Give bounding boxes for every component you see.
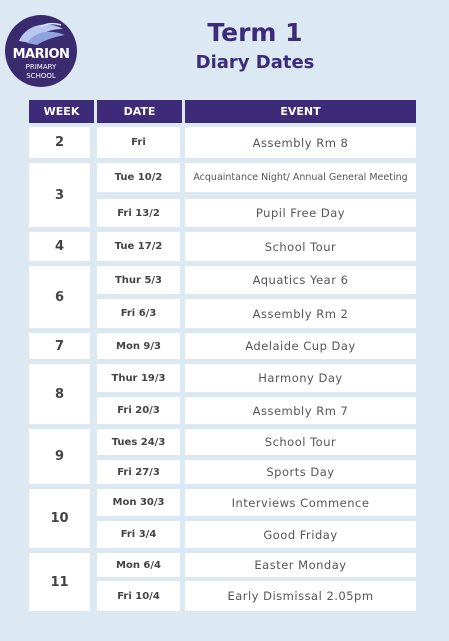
logo-line-1: PRIMARY [25,63,57,71]
week-cell: 6 [29,266,90,328]
week-cell: 2 [29,127,90,158]
event-cell: Harmony Day [185,364,416,392]
date-cell: Mon 6/4 [97,553,180,577]
logo-line-2: SCHOOL [26,72,56,80]
date-cell: Fri 20/3 [97,397,180,424]
date-cell: Fri 3/4 [97,521,180,548]
date-cell: Tue 17/2 [97,232,180,261]
date-cell: Mon 30/3 [97,489,180,516]
date-cell: Fri [97,127,180,158]
date-cell: Thur 5/3 [97,266,180,294]
event-cell: School Tour [185,232,416,261]
column-header-week: WEEK [29,100,94,123]
event-cell: Interviews Commence [185,489,416,516]
date-cell: Mon 9/3 [97,333,180,359]
date-cell: Fri 10/4 [97,581,180,611]
week-cell: 7 [29,333,90,359]
date-cell: Thur 19/3 [97,364,180,392]
date-cell: Fri 6/3 [97,299,180,328]
date-cell: Tues 24/3 [97,429,180,455]
event-cell: Assembly Rm 2 [185,299,416,328]
event-cell: Sports Day [185,460,416,484]
logo-name: MARION [12,47,70,62]
week-cell: 3 [29,163,90,227]
week-cell: 8 [29,364,90,424]
page-subtitle: Diary Dates [195,52,315,73]
event-cell: School Tour [185,429,416,455]
date-cell: Tue 10/2 [97,163,180,192]
date-cell: Fri 27/3 [97,460,180,484]
event-cell: Early Dismissal 2.05pm [185,581,416,611]
event-cell: Assembly Rm 8 [185,127,416,158]
event-cell: Adelaide Cup Day [185,333,416,359]
column-header-date: DATE [97,100,182,123]
week-cell: 11 [29,553,90,611]
page-title: Term 1 [207,18,303,47]
week-cell: 4 [29,232,90,261]
event-cell: Aquatics Year 6 [185,266,416,294]
event-cell: Good Friday [185,521,416,548]
week-cell: 10 [29,489,90,548]
event-cell: Pupil Free Day [185,199,416,227]
date-cell: Fri 13/2 [97,199,180,227]
week-cell: 9 [29,429,90,484]
column-header-event: EVENT [185,100,416,123]
school-logo [5,15,77,87]
event-cell: Easter Monday [185,553,416,577]
event-cell: Assembly Rm 7 [185,397,416,424]
event-cell: Acquaintance Night/ Annual General Meeting [185,163,416,192]
